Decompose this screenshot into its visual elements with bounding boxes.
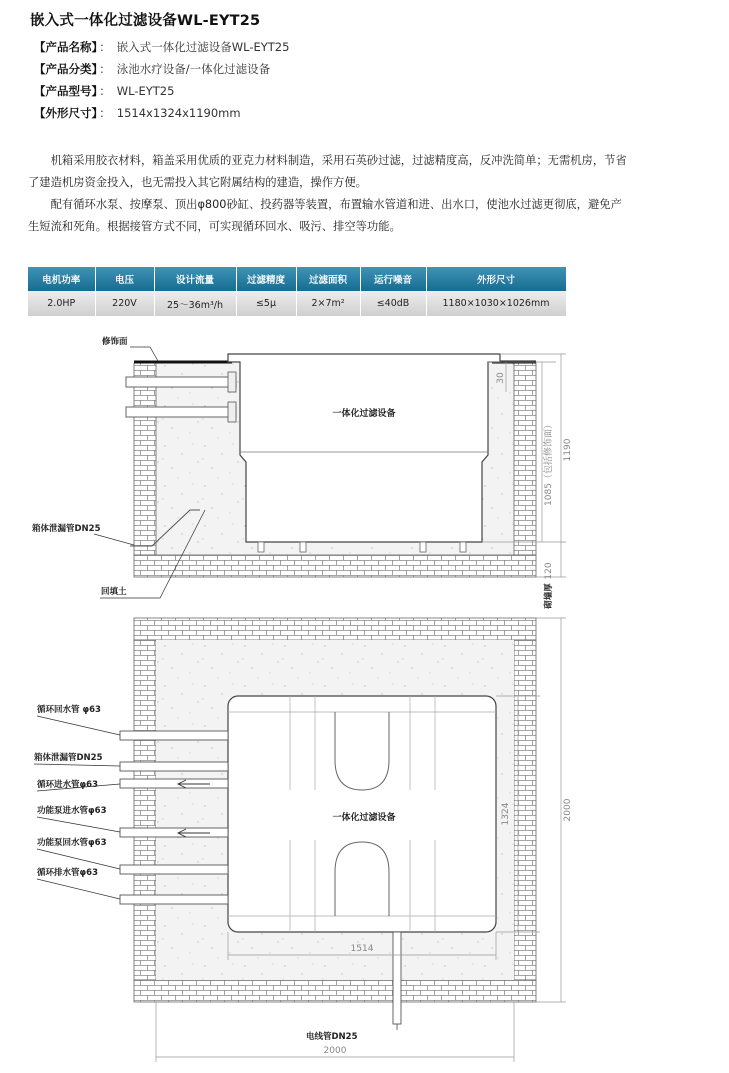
tank-foot-3	[420, 542, 426, 552]
label-finish-surface: 修饰面	[102, 337, 128, 347]
dim-1514: 1514	[350, 944, 374, 954]
label-pump-return: 功能泵回水管φ63	[37, 838, 107, 848]
cell-noise: ≤40dB	[360, 291, 426, 317]
dim-120: 120	[544, 562, 554, 580]
pipe-fitting-lower	[228, 402, 236, 422]
table-row	[28, 291, 566, 317]
dim-30: 30	[496, 372, 506, 384]
header-voltage: 电压	[95, 267, 154, 291]
label-pipe-return: 循环回水管 φ63	[37, 705, 101, 715]
label-equipment-section: 一体化过滤设备	[332, 409, 396, 419]
header-filter-precision: 过滤精度	[236, 267, 296, 291]
leader-pipe-drain	[37, 879, 120, 899]
header-noise: 运行噪音	[360, 267, 426, 291]
parameter-table	[28, 267, 567, 317]
spec-row-name: 【产品名称】 ： 嵌入式一体化过滤设备WL-EYT25	[34, 40, 290, 54]
label-wall-thickness: 砌墙厚	[544, 583, 554, 609]
pipe-lower	[126, 407, 236, 417]
cell-filter-precision: ≤5μ	[236, 291, 296, 317]
cell-voltage: 220V	[95, 291, 154, 317]
table-header-row	[28, 267, 566, 291]
spec-row-model: 【产品型号】 ： WL-EYT25	[34, 84, 175, 98]
cell-motor-power: 2.0HP	[28, 291, 95, 317]
wall-right-plan	[514, 640, 536, 980]
label-backfill: 回填土	[101, 587, 127, 597]
dim-1085: 1085（包括修饰面）	[544, 420, 554, 506]
leader-pipe-return	[37, 716, 120, 735]
leader-finish-surface	[130, 347, 158, 361]
spec-row-dimensions: 【外形尺寸】 ： 1514x1324x1190mm	[34, 106, 241, 120]
product-description	[28, 150, 628, 238]
leader-pump-inlet	[37, 817, 120, 832]
pipe-upper	[126, 377, 236, 387]
dim-1190: 1190	[563, 438, 573, 462]
label-pipe-leak: 箱体泄漏管DN25	[34, 753, 103, 763]
header-filter-area: 过滤面积	[296, 267, 360, 291]
spec-row-category: 【产品分类】 ： 泳池水疗设备/一体化过滤设备	[34, 62, 271, 76]
wall-top-plan	[134, 618, 536, 640]
header-dimensions: 外形尺寸	[426, 267, 566, 291]
cell-dimensions: 1180×1030×1026mm	[426, 291, 566, 317]
cable-pipe	[393, 932, 401, 1024]
spec-list	[34, 38, 289, 126]
installation-drawing	[0, 326, 729, 1073]
pipe-fitting-upper	[228, 372, 236, 392]
leader-pipe-leak	[34, 764, 120, 766]
wall-left-plan	[134, 640, 156, 980]
leader-pump-return	[37, 849, 120, 869]
label-leak-pipe-section: 箱体泄漏管DN25	[32, 524, 101, 534]
wall-right-top	[514, 363, 536, 555]
floor-slab-top	[134, 555, 536, 577]
tank-foot-4	[460, 542, 466, 552]
cell-filter-area: 2×7m²	[296, 291, 360, 317]
dim-2000-horizontal: 2000	[323, 1046, 347, 1056]
tank-foot-1	[258, 542, 264, 552]
header-motor-power: 电机功率	[28, 267, 95, 291]
label-cable-pipe: 电线管DN25	[306, 1032, 358, 1042]
description-paragraph-1: 机箱采用胶衣材料，箱盖采用优质的亚克力材料制造，采用石英砂过滤，过滤精度高，反冲洗简单；无需机房，节省了建造机房资金投入，也无需投入其它附属结构的建造，操作方便。	[28, 154, 627, 189]
wall-left-top	[134, 363, 156, 555]
wall-bottom-plan	[134, 980, 536, 1002]
label-equipment-plan: 一体化过滤设备	[332, 813, 396, 823]
description-paragraph-2: 配有循环水泵、按摩泵、顶出φ800砂缸、投药器等装置，布置输水管道和进、出水口，使池水过滤更彻底，避免产生短流和死角。根据接管方式不同，可实现循环回水、吸污、排空等功能。	[28, 198, 622, 233]
label-pipe-inlet: 循环进水管φ63	[37, 780, 98, 790]
dim-1324: 1324	[501, 802, 511, 826]
dim-2000-vertical: 2000	[563, 798, 573, 822]
header-design-flow: 设计流量	[154, 267, 236, 291]
leader-leak-pipe	[94, 534, 134, 545]
cell-design-flow: 25～36m³/h	[154, 291, 236, 317]
page-title: 嵌入式一体化过滤设备WL-EYT25	[30, 13, 261, 29]
label-pump-inlet: 功能泵进水管φ63	[37, 806, 107, 816]
section-view	[32, 336, 573, 609]
plan-view	[34, 618, 573, 1062]
equipment-tank-section	[228, 354, 500, 542]
tank-foot-2	[300, 542, 306, 552]
label-pipe-drain: 循环排水管φ63	[37, 868, 98, 878]
